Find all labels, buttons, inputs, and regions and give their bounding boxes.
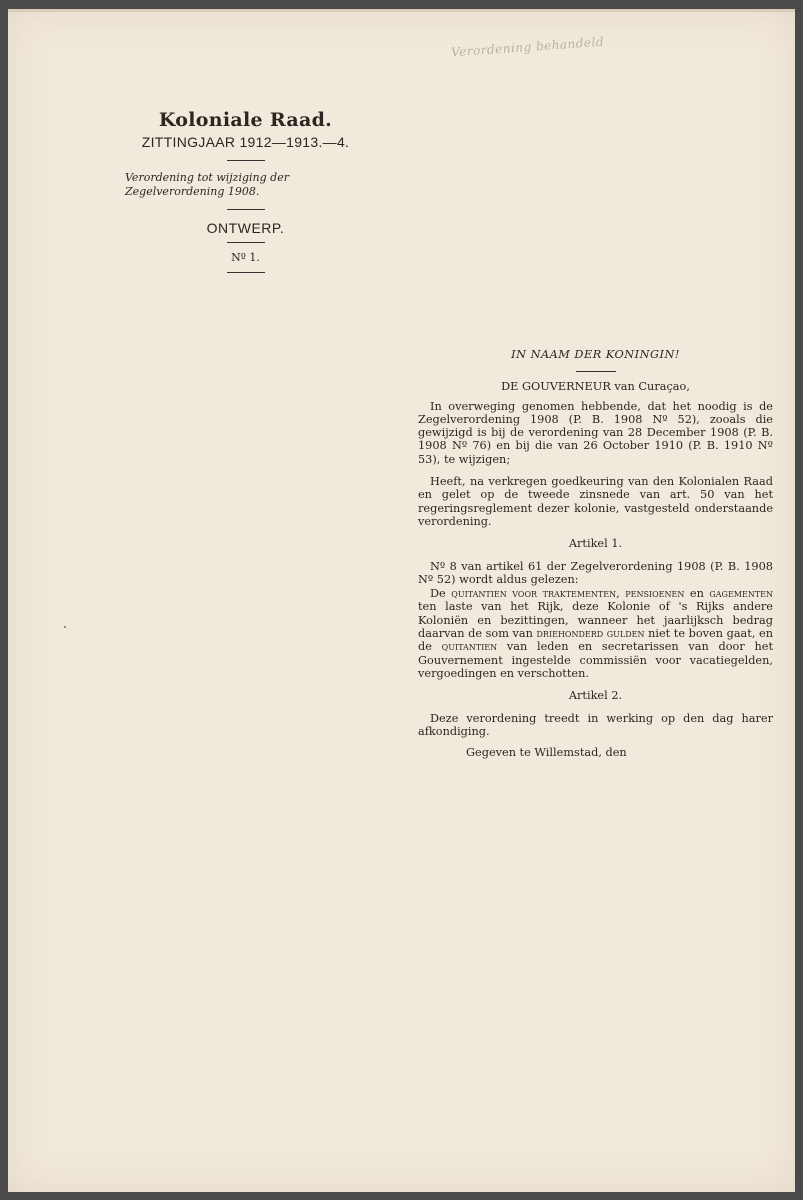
considering-paragraph: In overweging genomen hebbende, dat het noodig is de Zegelverordening 1908 (P. B. 1908 Nº 52), zooals die gewijzigd is bij de verordening van 28 December 1908 (P. B. 1908 Nº 76) en bij die van 26 October 1910 (P. B. 1910 Nº 53), te wijzigen; (418, 399, 773, 466)
draft-label: ONTWERP. (206, 220, 285, 236)
divider (227, 242, 265, 243)
text-run: van leden en secretarissen van door het Gouvernement ingestelde commissiën voor vacatiegelden, vergoedingen en verschotten. (418, 640, 773, 680)
smallcaps-run: gagementen (709, 587, 773, 601)
handwritten-annotation: Verordening behandeld (450, 34, 605, 60)
document-number: Nº 1. (231, 251, 260, 264)
governor-line: DE GOUVERNEUR van Curaçao, (501, 380, 690, 394)
text-run: ten laste van het Rijk, deze Kolonie of 's Rijks andere Koloniën en bezittingen, wanneer het jaarlijksch bedrag daarvan de som van (418, 600, 773, 641)
article-1-heading: Artikel 1. (568, 537, 623, 551)
smallcaps-run: quitantien voor traktementen, pensioenen (451, 587, 685, 601)
smallcaps-run: driehonderd gulden (536, 627, 645, 641)
page-edge (8, 9, 795, 12)
text-run: en (684, 587, 710, 601)
article-1-intro: Nº 8 van artikel 61 der Zegelverordening 1908 (P. B. 1908 Nº 52) wordt aldus gelezen: (418, 559, 773, 586)
enacting-paragraph: Heeft, na verkregen goedkeuring van den Kolonialen Raad en gelet op de tweede zinsnede van art. 50 van het regeringsreglement dezer kolonie, vastgesteld onderstaande verordening. (418, 475, 773, 528)
invocation: IN NAAM DER KONINGIN! (511, 348, 680, 361)
smallcaps-run: quitantien (441, 640, 498, 654)
divider (227, 272, 265, 273)
divider (227, 209, 265, 210)
divider (576, 371, 616, 372)
article-2-heading: Artikel 2. (568, 689, 623, 703)
paper-speck (64, 626, 66, 628)
ordinance-text (418, 348, 773, 759)
text-run: De (430, 587, 452, 601)
ordinance-subject: Verordening tot wijziging der Zegelverordening 1908. (125, 171, 289, 198)
session-year: ZITTINGJAAR 1912—1913.—4. (141, 134, 350, 150)
text-run: niet te boven gaat, en de (418, 627, 773, 654)
article-1-text (418, 587, 773, 680)
header-block (118, 109, 373, 283)
council-title: Koloniale Raad. (158, 109, 333, 131)
article-2-text: Deze verordening treedt in werking op den dag harer afkondiging. (418, 711, 773, 738)
document-page (8, 9, 795, 1192)
closing-line: Gegeven te Willemstad, den (466, 746, 627, 760)
divider (227, 160, 265, 161)
